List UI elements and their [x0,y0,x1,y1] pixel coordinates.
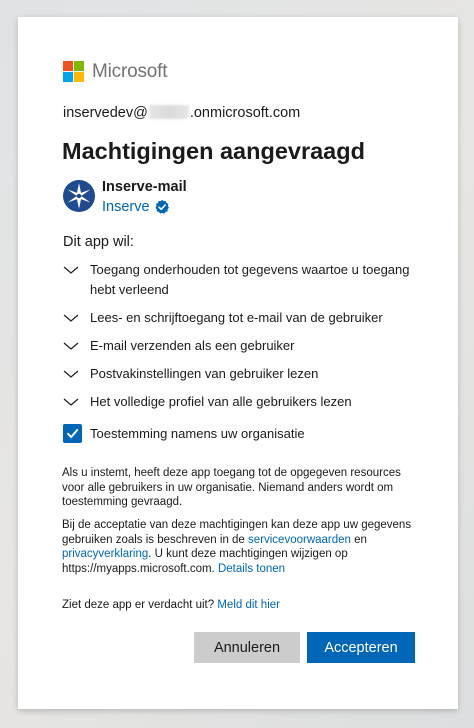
microsoft-logo [63,60,167,84]
account-email-prefix: inservedev@ [63,105,148,121]
chevron-down-icon [62,264,80,276]
privacy-statement-link[interactable]: privacyverklaring [62,548,149,560]
microsoft-logo-icon [63,61,85,83]
permission-label: Het volledige profiel van alle gebruikers lezen [90,394,352,409]
show-details-link[interactable]: Details tonen [217,562,286,575]
account-email [63,105,300,121]
permission-label: Postvakinstellingen van gebruiker lezen [90,366,319,381]
permissions-intro: Dit app wil: [63,234,134,250]
permission-label: E-mail verzenden als een gebruiker [90,338,295,353]
terms-text-before: Bij de acceptatie van deze machtigingen kan deze app uw gegevens gebruiken zoals is beschreven in de [62,519,412,546]
chevron-down-icon [62,396,80,408]
app-name: Inserve-mail [102,179,187,195]
chevron-down-icon [62,368,80,380]
report-line [62,598,414,613]
permission-item[interactable] [62,392,420,412]
cancel-button[interactable]: Annuleren [194,632,300,663]
permission-label: Lees- en schrijftoegang tot e-mail van de gebruiker [90,310,383,325]
terms-paragraph [62,518,414,576]
permission-label: Toegang onderhouden tot gegevens waartoe u toegang hebt verleend [90,262,410,297]
publisher-link[interactable]: Inserve [102,199,150,215]
consent-notice: Als u instemt, heeft deze app toegang tot de opgegeven resources voor alle gebruikers in uw organisatie. Niemand anders wordt om toestemming gevraagd. [62,467,401,508]
terms-text-after: . U kunt deze machtigingen wijzigen op https://myapps.microsoft.com. [62,548,348,575]
accept-button[interactable]: Accepteren [307,632,415,663]
account-email-suffix: .onmicrosoft.com [189,105,301,121]
report-link[interactable]: Meld dit hier [217,599,280,611]
permission-item[interactable] [62,336,420,356]
terms-text-and: en [350,533,367,546]
checkbox[interactable] [63,424,82,443]
verified-badge-icon [154,199,170,215]
org-consent-label: Toestemming namens uw organisatie [90,426,305,441]
redacted-tenant [149,105,189,119]
permission-item[interactable] [62,260,420,300]
app-publisher[interactable] [102,199,170,215]
org-consent-checkbox[interactable] [63,424,305,443]
chevron-down-icon [62,340,80,352]
terms-of-service-link[interactable]: servicevoorwaarden [248,533,351,546]
consent-dialog [18,17,458,709]
permission-item[interactable] [62,308,420,328]
chevron-down-icon [62,312,80,324]
report-question: Ziet deze app er verdacht uit? [62,599,218,611]
app-logo-icon [63,180,95,212]
microsoft-wordmark: Microsoft [92,61,168,82]
checkmark-icon [66,427,79,440]
page-title: Machtigingen aangevraagd [62,138,365,164]
permission-item[interactable] [62,364,420,384]
